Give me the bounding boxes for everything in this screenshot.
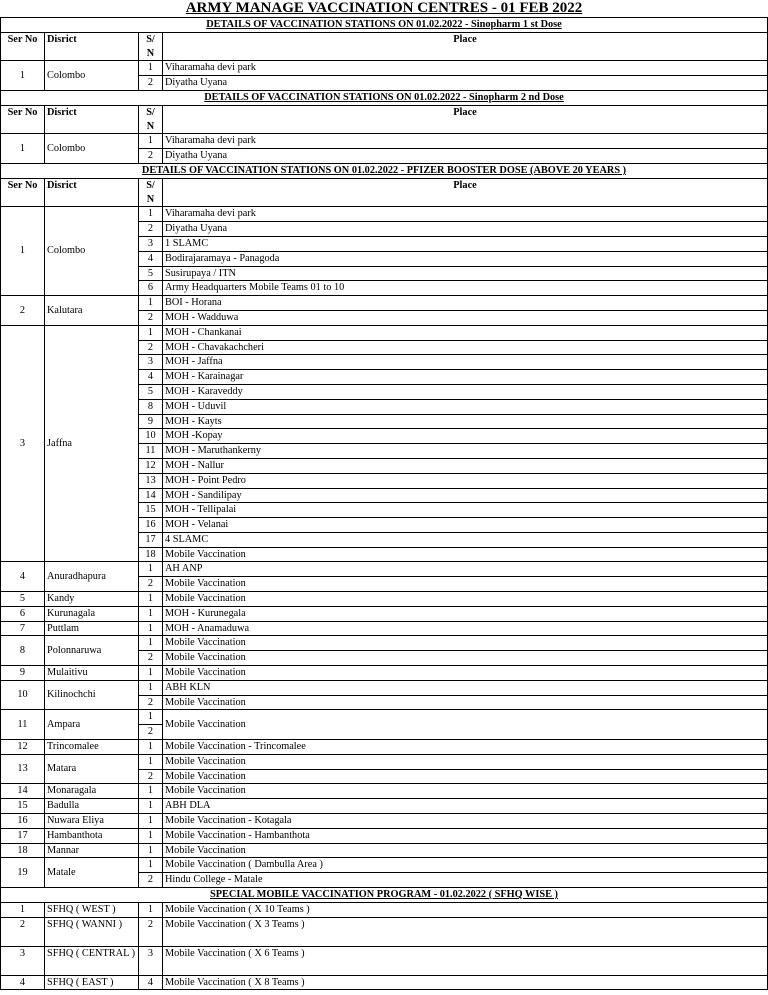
place-cell: Diyatha Uyana xyxy=(163,76,768,91)
ser-no-cell: 9 xyxy=(1,666,45,681)
table-row xyxy=(1,858,768,873)
ser-no-cell: 8 xyxy=(1,636,45,666)
district-cell: Mannar xyxy=(45,843,139,858)
place-cell: Mobile Vaccination - Kotagala xyxy=(163,814,768,829)
district-cell: Anuradhapura xyxy=(45,562,139,592)
section-title-row xyxy=(1,888,768,903)
ser-no-cell: 5 xyxy=(1,592,45,607)
sn-cell: 2 xyxy=(139,725,163,740)
table-row xyxy=(1,621,768,636)
sn-cell: 1 xyxy=(139,814,163,829)
ser-no-cell: 10 xyxy=(1,680,45,710)
sn-cell: 16 xyxy=(139,518,163,533)
table-row xyxy=(1,666,768,681)
place-cell: Diyatha Uyana xyxy=(163,222,768,237)
sn-cell: 17 xyxy=(139,532,163,547)
place-cell: Mobile Vaccination ( Dambulla Area ) xyxy=(163,858,768,873)
sn-cell: 1 xyxy=(139,902,163,917)
table-row xyxy=(1,784,768,799)
sn-cell: 2 xyxy=(139,310,163,325)
section-title: DETAILS OF VACCINATION STATIONS ON 01.02.2022 - Sinopharm 1 st Dose xyxy=(1,18,768,33)
header-ser-no: Ser No xyxy=(1,178,45,207)
sn-cell: 1 xyxy=(139,843,163,858)
place-cell: Mobile Vaccination xyxy=(163,769,768,784)
ser-no-cell: 1 xyxy=(1,207,45,296)
district-cell: Ampara xyxy=(45,710,139,740)
place-cell: MOH - Kayts xyxy=(163,414,768,429)
place-cell: Mobile Vaccination xyxy=(163,636,768,651)
table-row xyxy=(1,562,768,577)
ser-no-cell: 3 xyxy=(1,325,45,562)
sn-cell: 1 xyxy=(139,134,163,149)
section-title-row xyxy=(1,163,768,178)
ser-no-cell: 19 xyxy=(1,858,45,888)
place-cell: Mobile Vaccination xyxy=(163,651,768,666)
ser-no-cell: 17 xyxy=(1,828,45,843)
sn-cell: 6 xyxy=(139,281,163,296)
district-cell: Jaffna xyxy=(45,325,139,562)
sn-cell: 2 xyxy=(139,695,163,710)
district-cell: Kandy xyxy=(45,592,139,607)
ser-no-cell: 11 xyxy=(1,710,45,740)
place-cell: Mobile Vaccination xyxy=(163,592,768,607)
district-cell: SFHQ ( WANNI ) xyxy=(45,917,139,946)
sfhq-row xyxy=(1,975,768,990)
ser-no-cell: 4 xyxy=(1,562,45,592)
place-cell: MOH - Velanai xyxy=(163,518,768,533)
sn-cell: 1 xyxy=(139,636,163,651)
table-row xyxy=(1,710,768,725)
sn-cell: 4 xyxy=(139,370,163,385)
sn-cell: 8 xyxy=(139,399,163,414)
sn-cell: 2 xyxy=(139,222,163,237)
place-cell: MOH - Sandilipay xyxy=(163,488,768,503)
district-cell: Kurunagala xyxy=(45,606,139,621)
vaccination-table xyxy=(0,17,768,990)
district-cell: Kilinochchi xyxy=(45,680,139,710)
district-cell: Hambanthota xyxy=(45,828,139,843)
place-cell: MOH - Anamaduwa xyxy=(163,621,768,636)
place-cell: ABH KLN xyxy=(163,680,768,695)
section-title-row xyxy=(1,18,768,33)
sn-cell: 1 xyxy=(139,207,163,222)
header-district: Disrict xyxy=(45,32,139,61)
place-cell: AH ANP xyxy=(163,562,768,577)
ser-no-cell: 14 xyxy=(1,784,45,799)
section-title: SPECIAL MOBILE VACCINATION PROGRAM - 01.02.2022 ( SFHQ WISE ) xyxy=(1,888,768,903)
header-row xyxy=(1,32,768,61)
place-cell: MOH - Point Pedro xyxy=(163,473,768,488)
header-sn xyxy=(139,105,163,134)
ser-no-cell: 15 xyxy=(1,799,45,814)
sn-cell: 2 xyxy=(139,577,163,592)
ser-no-cell: 13 xyxy=(1,754,45,784)
sn-cell: 1 xyxy=(139,754,163,769)
sn-cell: 3 xyxy=(139,355,163,370)
ser-no-cell: 1 xyxy=(1,902,45,917)
header-row xyxy=(1,105,768,134)
section-title: DETAILS OF VACCINATION STATIONS ON 01.02.2022 - Sinopharm 2 nd Dose xyxy=(1,90,768,105)
sn-cell: 1 xyxy=(139,666,163,681)
header-place: Place xyxy=(163,32,768,61)
sn-cell: 9 xyxy=(139,414,163,429)
place-cell: Viharamaha devi park xyxy=(163,61,768,76)
sn-cell: 4 xyxy=(139,251,163,266)
district-cell: Colombo xyxy=(45,134,139,164)
district-cell: Mulaitivu xyxy=(45,666,139,681)
district-cell: Puttlam xyxy=(45,621,139,636)
place-cell: MOH - Karainagar xyxy=(163,370,768,385)
table-row xyxy=(1,296,768,311)
place-cell: Mobile Vaccination ( X 8 Teams ) xyxy=(163,975,768,990)
place-cell: Mobile Vaccination xyxy=(163,547,768,562)
place-cell: 1 SLAMC xyxy=(163,236,768,251)
place-cell: MOH - Uduvil xyxy=(163,399,768,414)
sn-cell: 11 xyxy=(139,444,163,459)
place-cell: ABH DLA xyxy=(163,799,768,814)
sn-cell: 15 xyxy=(139,503,163,518)
sn-cell: 12 xyxy=(139,458,163,473)
district-cell: Matara xyxy=(45,754,139,784)
sn-cell: 1 xyxy=(139,562,163,577)
page-title: ARMY MANAGE VACCINATION CENTRES - 01 FEB 2022 xyxy=(185,0,583,16)
place-cell: Susirupaya / ITN xyxy=(163,266,768,281)
table-row xyxy=(1,828,768,843)
place-cell: Viharamaha devi park xyxy=(163,134,768,149)
sfhq-row xyxy=(1,917,768,946)
sfhq-row xyxy=(1,902,768,917)
sn-cell: 1 xyxy=(139,858,163,873)
table-row xyxy=(1,799,768,814)
place-cell: MOH - Jaffna xyxy=(163,355,768,370)
header-sn xyxy=(139,32,163,61)
place-cell: Mobile Vaccination ( X 3 Teams ) xyxy=(163,917,768,946)
table-row xyxy=(1,606,768,621)
table-row xyxy=(1,680,768,695)
sn-cell: 2 xyxy=(139,873,163,888)
sn-cell: 5 xyxy=(139,266,163,281)
place-cell: Mobile Vaccination xyxy=(163,577,768,592)
header-place: Place xyxy=(163,105,768,134)
sn-cell: 13 xyxy=(139,473,163,488)
sn-cell: 1 xyxy=(139,606,163,621)
ser-no-cell: 1 xyxy=(1,61,45,91)
ser-no-cell: 2 xyxy=(1,296,45,326)
place-cell: Mobile Vaccination xyxy=(163,784,768,799)
ser-no-cell: 6 xyxy=(1,606,45,621)
district-cell: Matale xyxy=(45,858,139,888)
sn-cell: 1 xyxy=(139,621,163,636)
table-row xyxy=(1,814,768,829)
sn-cell: 3 xyxy=(139,236,163,251)
table-row xyxy=(1,636,768,651)
ser-no-cell: 12 xyxy=(1,740,45,755)
table-row xyxy=(1,754,768,769)
place-cell: MOH - Nallur xyxy=(163,458,768,473)
header-sn-line1: S/ xyxy=(146,106,155,118)
sn-cell: 2 xyxy=(139,76,163,91)
header-row xyxy=(1,178,768,207)
header-district: Disrict xyxy=(45,105,139,134)
district-cell: Colombo xyxy=(45,61,139,91)
header-place: Place xyxy=(163,178,768,207)
table-row xyxy=(1,61,768,76)
place-cell: Mobile Vaccination ( X 6 Teams ) xyxy=(163,946,768,975)
place-cell: Army Headquarters Mobile Teams 01 to 10 xyxy=(163,281,768,296)
place-cell: Hindu College - Matale xyxy=(163,873,768,888)
place-cell: Diyatha Uyana xyxy=(163,149,768,164)
sn-cell: 2 xyxy=(139,340,163,355)
place-cell: 4 SLAMC xyxy=(163,532,768,547)
sn-cell: 1 xyxy=(139,710,163,725)
place-cell: MOH - Wadduwa xyxy=(163,310,768,325)
place-cell: Bodirajaramaya - Panagoda xyxy=(163,251,768,266)
sn-cell: 3 xyxy=(139,946,163,975)
sn-cell: 4 xyxy=(139,975,163,990)
district-cell: Monaragala xyxy=(45,784,139,799)
header-sn-line1: S/ xyxy=(146,33,155,45)
place-cell: Mobile Vaccination - Trincomalee xyxy=(163,740,768,755)
place-cell: MOH -Kopay xyxy=(163,429,768,444)
sn-cell: 1 xyxy=(139,799,163,814)
header-sn-line2: N xyxy=(146,120,155,132)
header-sn-line2: N xyxy=(146,47,155,59)
table-row xyxy=(1,325,768,340)
table-row xyxy=(1,740,768,755)
place-cell: Mobile Vaccination - Hambanthota xyxy=(163,828,768,843)
ser-no-cell: 4 xyxy=(1,975,45,990)
ser-no-cell: 1 xyxy=(1,134,45,164)
table-row xyxy=(1,134,768,149)
district-cell: Trincomalee xyxy=(45,740,139,755)
place-cell: MOH - Chavakachcheri xyxy=(163,340,768,355)
district-cell: Badulla xyxy=(45,799,139,814)
section-title-row xyxy=(1,90,768,105)
district-cell: SFHQ ( EAST ) xyxy=(45,975,139,990)
district-cell: Polonnaruwa xyxy=(45,636,139,666)
place-cell: MOH - Karaveddy xyxy=(163,384,768,399)
district-cell: Nuwara Eliya xyxy=(45,814,139,829)
sn-cell: 1 xyxy=(139,680,163,695)
ser-no-cell: 18 xyxy=(1,843,45,858)
header-ser-no: Ser No xyxy=(1,32,45,61)
ser-no-cell: 3 xyxy=(1,946,45,975)
district-cell: SFHQ ( CENTRAL ) xyxy=(45,946,139,975)
ser-no-cell: 2 xyxy=(1,917,45,946)
place-cell: BOI - Horana xyxy=(163,296,768,311)
header-ser-no: Ser No xyxy=(1,105,45,134)
sn-cell: 1 xyxy=(139,740,163,755)
place-cell: MOH - Tellipalai xyxy=(163,503,768,518)
sn-cell: 1 xyxy=(139,828,163,843)
sn-cell: 1 xyxy=(139,325,163,340)
place-cell: Mobile Vaccination xyxy=(163,695,768,710)
place-cell: Mobile Vaccination xyxy=(163,710,768,740)
place-cell: MOH - Maruthankerny xyxy=(163,444,768,459)
place-cell: Mobile Vaccination ( X 10 Teams ) xyxy=(163,902,768,917)
district-cell: SFHQ ( WEST ) xyxy=(45,902,139,917)
sn-cell: 1 xyxy=(139,592,163,607)
sn-cell: 10 xyxy=(139,429,163,444)
sn-cell: 2 xyxy=(139,149,163,164)
sfhq-row xyxy=(1,946,768,975)
place-cell: Mobile Vaccination xyxy=(163,666,768,681)
sn-cell: 18 xyxy=(139,547,163,562)
place-cell: Viharamaha devi park xyxy=(163,207,768,222)
header-sn-line1: S/ xyxy=(146,179,155,191)
sn-cell: 2 xyxy=(139,651,163,666)
sn-cell: 1 xyxy=(139,296,163,311)
sn-cell: 14 xyxy=(139,488,163,503)
table-row xyxy=(1,843,768,858)
place-cell: Mobile Vaccination xyxy=(163,754,768,769)
sn-cell: 5 xyxy=(139,384,163,399)
ser-no-cell: 16 xyxy=(1,814,45,829)
district-cell: Kalutara xyxy=(45,296,139,326)
sn-cell: 2 xyxy=(139,769,163,784)
sn-cell: 2 xyxy=(139,917,163,946)
header-sn-line2: N xyxy=(146,193,155,205)
section-title: DETAILS OF VACCINATION STATIONS ON 01.02.2022 - PFIZER BOOSTER DOSE (ABOVE 20 YEARS ) xyxy=(1,163,768,178)
ser-no-cell: 7 xyxy=(1,621,45,636)
place-cell: MOH - Chankanai xyxy=(163,325,768,340)
sn-cell: 1 xyxy=(139,784,163,799)
header-sn xyxy=(139,178,163,207)
district-cell: Colombo xyxy=(45,207,139,296)
place-cell: Mobile Vaccination xyxy=(163,843,768,858)
sn-cell: 1 xyxy=(139,61,163,76)
table-row xyxy=(1,207,768,222)
table-row xyxy=(1,592,768,607)
header-district: Disrict xyxy=(45,178,139,207)
place-cell: MOH - Kurunegala xyxy=(163,606,768,621)
